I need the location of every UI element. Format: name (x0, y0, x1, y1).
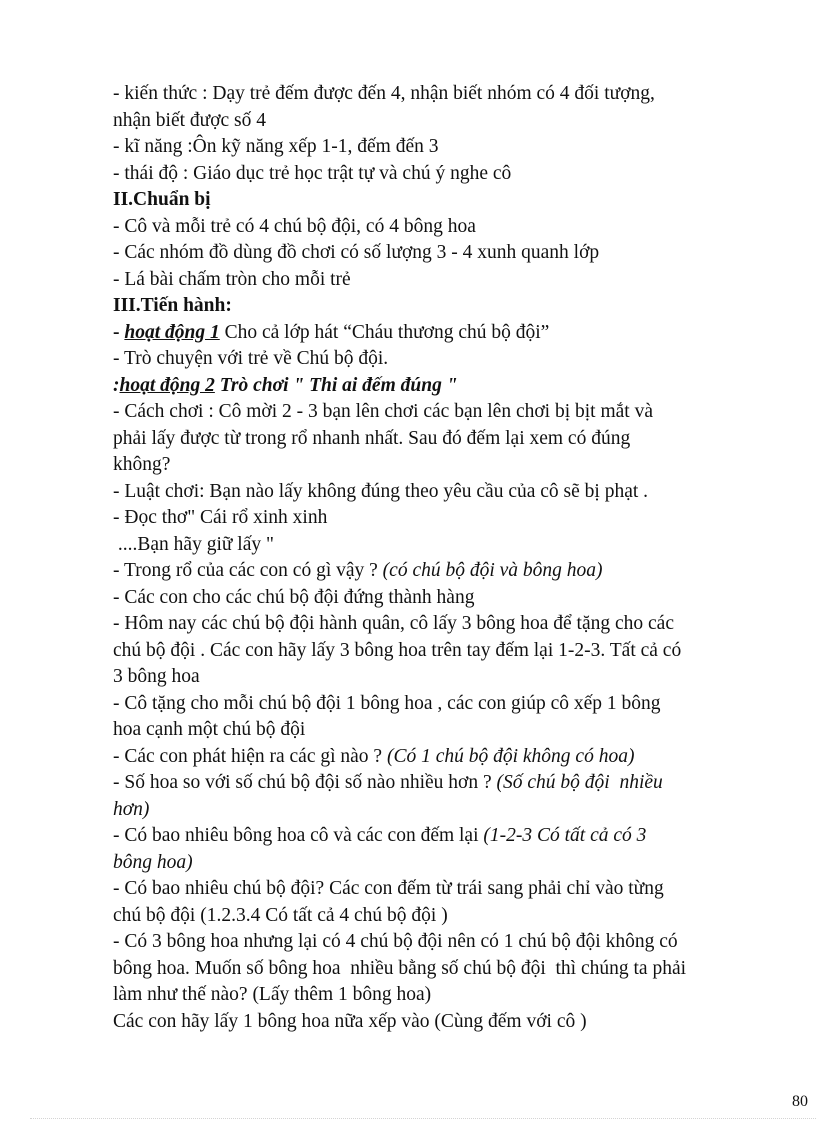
text-line (113, 558, 753, 585)
document-body (113, 81, 753, 1035)
answer-text: (Số chú bộ đội nhiều (496, 772, 663, 793)
answer-text: (có chú bộ đội và bông hoa) (382, 560, 603, 581)
activity-label: hoạt động 1 (124, 321, 220, 343)
text-line: - kĩ năng :Ôn kỹ năng xếp 1-1, đếm đến 3 (113, 136, 439, 157)
text-line: - Trò chuyện với trẻ về Chú bộ đội. (113, 348, 389, 369)
page-number: 80 (792, 1093, 808, 1110)
text-line: - Có bao nhiêu chú bộ đội? Các con đếm từ trái sang phải chỉ vào từng (113, 878, 664, 899)
text-line: 3 bông hoa (113, 666, 200, 687)
text-line: làm như thế nào? (Lấy thêm 1 bông hoa) (113, 984, 432, 1005)
text-line: nhận biết được số 4 (113, 109, 267, 131)
text-line: - Hôm nay các chú bộ đội hành quân, cô lấy 3 bông hoa để tặng cho các (113, 613, 674, 634)
bullet-dash: - (113, 321, 125, 343)
text-span: - Các con phát hiện ra các gì nào ? (113, 745, 387, 767)
text-line: - Cô và mỗi trẻ có 4 chú bộ đội, có 4 bông hoa (113, 215, 476, 237)
text-span: Cho cả lớp hát “Cháu thương chú bộ đội” (219, 321, 550, 343)
text-span: - Số hoa so với số chú bộ đội số nào nhiều hơn ? (113, 772, 497, 793)
text-line (113, 823, 753, 850)
text-line: - Lá bài chấm tròn cho mỗi trẻ (113, 268, 351, 290)
answer-text: bông hoa) (113, 851, 193, 873)
text-line: - Có 3 bông hoa nhưng lại có 4 chú bộ đội nên có 1 chú bộ đội không có (113, 931, 678, 952)
answer-text: (1-2-3 Có tất cả có 3 (483, 825, 647, 846)
text-span: - Trong rổ của các con có gì vậy ? (113, 560, 383, 581)
text-line: bông hoa. Muốn số bông hoa nhiều bằng số chú bộ đội thì chúng ta phải (113, 957, 687, 979)
section-heading: II.Chuẩn bị (113, 189, 211, 210)
text-line: chú bộ đội (1.2.3.4 Có tất cả 4 chú bộ đội ) (113, 904, 448, 926)
text-line: - Cô tặng cho mỗi chú bộ đội 1 bông hoa , các con giúp cô xếp 1 bông (113, 692, 661, 714)
text-line: - Đọc thơ" Cái rổ xinh xinh (113, 507, 328, 528)
activity-label: hoạt động 2 (119, 374, 215, 396)
answer-text: (Có 1 chú bộ đội không có hoa) (386, 745, 635, 767)
answer-text: hơn) (113, 798, 150, 820)
section-heading: III.Tiến hành: (113, 295, 232, 316)
text-line: chú bộ đội . Các con hãy lấy 3 bông hoa trên tay đếm lại 1-2-3. Tất cả có (113, 639, 682, 661)
text-line: Các con hãy lấy 1 bông hoa nữa xếp vào (Cùng đếm với cô ) (113, 1010, 587, 1032)
text-line: - Các nhóm đồ dùng đồ chơi có số lượng 3 - 4 xunh quanh lớp (113, 242, 600, 263)
text-line (113, 320, 753, 347)
text-line: ....Bạn hãy giữ lấy " (113, 533, 274, 555)
text-line (113, 744, 753, 771)
text-line: - Cách chơi : Cô mời 2 - 3 bạn lên chơi các bạn lên chơi bị bịt mắt và (113, 401, 653, 422)
text-line: - thái độ : Giáo dục trẻ học trật tự và chú ý nghe cô (113, 162, 512, 184)
text-span: - Có bao nhiêu bông hoa cô và các con đếm lại (113, 825, 484, 846)
text-line: phải lấy được từ trong rổ nhanh nhất. Sau đó đếm lại xem có đúng (113, 427, 631, 449)
text-line: - Luật chơi: Bạn nào lấy không đúng theo yêu cầu của cô sẽ bị phạt . (113, 480, 649, 502)
game-title: Trò chơi " Thi ai đếm đúng " (214, 374, 458, 396)
footer-divider (30, 1118, 816, 1119)
text-span: : (113, 374, 120, 396)
text-line (113, 373, 753, 400)
text-line (113, 770, 753, 797)
text-line: hoa cạnh một chú bộ đội (113, 719, 306, 740)
text-line: - kiến thức : Dạy trẻ đếm được đến 4, nhận biết nhóm có 4 đối tượng, (113, 83, 655, 104)
text-line: - Các con cho các chú bộ đội đứng thành hàng (113, 586, 475, 608)
text-line: không? (113, 454, 171, 475)
